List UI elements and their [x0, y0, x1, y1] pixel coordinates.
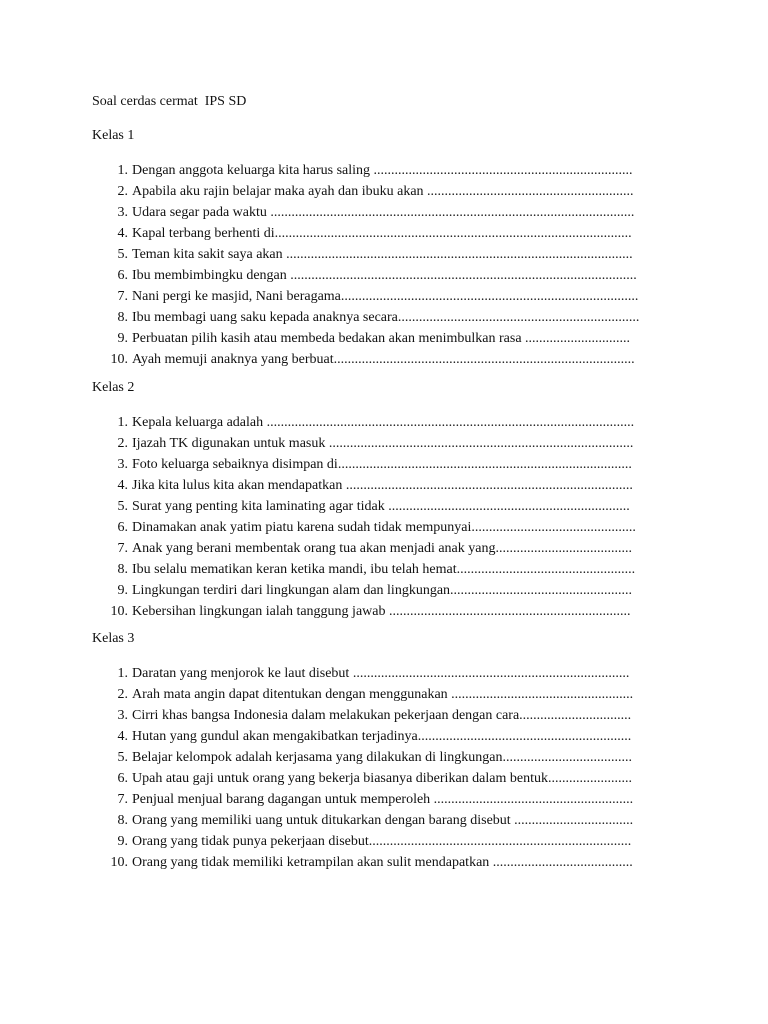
question-list-kelas-3	[92, 663, 674, 873]
question-text: Hutan yang gundul akan mengakibatkan terjadinya.............................................................	[132, 729, 632, 744]
question-text: Jika kita lulus kita akan mendapatkan ..................................................................................	[132, 478, 633, 493]
question-item	[92, 663, 674, 684]
question-number: 9.	[117, 583, 128, 598]
question-text: Orang yang memiliki uang untuk ditukarkan dengan barang disebut ..................................	[132, 813, 634, 828]
question-text: Teman kita sakit saya akan ...................................................................................................	[132, 247, 633, 262]
question-number: 1.	[117, 415, 128, 430]
question-number: 4.	[117, 729, 128, 744]
question-text: Arah mata angin dapat ditentukan dengan menggunakan ....................................................	[132, 687, 634, 702]
question-list-kelas-2	[92, 412, 674, 622]
question-text: Dengan anggota keluarga kita harus saling ..........................................................................	[132, 163, 633, 178]
question-text: Daratan yang menjorok ke laut disebut ...............................................................................	[132, 666, 630, 681]
question-number: 4.	[117, 478, 128, 493]
question-text: Upah atau gaji untuk orang yang bekerja biasanya diberikan dalam bentuk........................	[132, 771, 632, 786]
question-item	[92, 789, 674, 810]
question-item	[92, 412, 674, 433]
question-item	[92, 475, 674, 496]
question-text: Ibu selalu mematikan keran ketika mandi, ibu telah hemat...................................................	[132, 562, 636, 577]
question-text: Belajar kelompok adalah kerjasama yang dilakukan di lingkungan.....................................	[132, 750, 632, 765]
question-text: Orang yang tidak punya pekerjaan disebut...........................................................................	[132, 834, 632, 849]
question-item	[92, 810, 674, 831]
question-text: Ijazah TK digunakan untuk masuk .......................................................................................	[132, 436, 634, 451]
question-number: 2.	[117, 687, 128, 702]
question-number: 3.	[117, 457, 128, 472]
question-item	[92, 286, 674, 307]
question-number: 1.	[117, 666, 128, 681]
question-text: Kebersihan lingkungan ialah tanggung jawab .....................................................................	[132, 604, 631, 619]
question-number: 5.	[117, 499, 128, 514]
question-item	[92, 223, 674, 244]
question-number: 2.	[117, 436, 128, 451]
question-number: 6.	[117, 520, 128, 535]
section-heading-kelas-2: Kelas 2	[92, 380, 135, 395]
question-number: 9.	[117, 331, 128, 346]
question-item	[92, 852, 674, 873]
question-text: Ibu membimbingku dengan ...................................................................................................	[132, 268, 637, 283]
question-text: Lingkungan terdiri dari lingkungan alam dan lingkungan....................................................	[132, 583, 633, 598]
question-number: 8.	[117, 813, 128, 828]
question-text: Nani pergi ke masjid, Nani beragama.....................................................................................	[132, 289, 639, 304]
question-item	[92, 747, 674, 768]
question-number: 7.	[117, 289, 128, 304]
question-number: 4.	[117, 226, 128, 241]
question-text: Apabila aku rajin belajar maka ayah dan ibuku akan ...........................................................	[132, 184, 634, 199]
question-number: 7.	[117, 541, 128, 556]
question-item	[92, 601, 674, 622]
question-item	[92, 349, 674, 370]
question-text: Penjual menjual barang dagangan untuk memperoleh .........................................................	[132, 792, 634, 807]
question-item	[92, 328, 674, 349]
section-heading-kelas-3: Kelas 3	[92, 631, 135, 646]
question-text: Orang yang tidak memiliki ketrampilan akan sulit mendapatkan ........................................	[132, 855, 633, 870]
section-heading-kelas-1: Kelas 1	[92, 128, 135, 143]
question-item	[92, 831, 674, 852]
question-item	[92, 559, 674, 580]
question-text: Kapal terbang berhenti di......................................................................................................	[132, 226, 632, 241]
question-text: Surat yang penting kita laminating agar tidak .....................................................................	[132, 499, 630, 514]
question-text: Ayah memuji anaknya yang berbuat......................................................................................	[132, 352, 635, 367]
question-item	[92, 538, 674, 559]
question-number: 1.	[117, 163, 128, 178]
question-number: 8.	[117, 310, 128, 325]
question-item	[92, 768, 674, 789]
question-item	[92, 580, 674, 601]
question-number: 5.	[117, 247, 128, 262]
question-text: Udara segar pada waktu ........................................................................................................	[132, 205, 635, 220]
question-number: 3.	[117, 708, 128, 723]
question-number: 10.	[110, 855, 128, 870]
question-text: Perbuatan pilih kasih atau membeda bedakan akan menimbulkan rasa ..............................	[132, 331, 631, 346]
question-item	[92, 433, 674, 454]
question-item	[92, 181, 674, 202]
question-item	[92, 265, 674, 286]
question-number: 10.	[110, 604, 128, 619]
question-item	[92, 244, 674, 265]
question-item	[92, 454, 674, 475]
question-text: Anak yang berani membentak orang tua akan menjadi anak yang.......................................	[132, 541, 632, 556]
question-number: 9.	[117, 834, 128, 849]
question-number: 3.	[117, 205, 128, 220]
question-number: 6.	[117, 771, 128, 786]
question-text: Ibu membagi uang saku kepada anaknya secara.....................................................................	[132, 310, 640, 325]
question-number: 8.	[117, 562, 128, 577]
question-number: 6.	[117, 268, 128, 283]
question-item	[92, 684, 674, 705]
question-item	[92, 496, 674, 517]
question-text: Foto keluarga sebaiknya disimpan di....................................................................................	[132, 457, 632, 472]
question-text: Cirri khas bangsa Indonesia dalam melakukan pekerjaan dengan cara................................	[132, 708, 632, 723]
question-text: Dinamakan anak yatim piatu karena sudah tidak mempunyai...............................................	[132, 520, 636, 535]
question-item	[92, 517, 674, 538]
question-number: 10.	[110, 352, 128, 367]
question-item	[92, 705, 674, 726]
question-number: 2.	[117, 184, 128, 199]
question-item	[92, 160, 674, 181]
question-number: 7.	[117, 792, 128, 807]
question-list-kelas-1	[92, 160, 674, 370]
question-item	[92, 726, 674, 747]
question-number: 5.	[117, 750, 128, 765]
document-title: Soal cerdas cermat IPS SD	[92, 94, 247, 109]
question-text: Kepala keluarga adalah .........................................................................................................	[132, 415, 635, 430]
question-item	[92, 307, 674, 328]
question-item	[92, 202, 674, 223]
